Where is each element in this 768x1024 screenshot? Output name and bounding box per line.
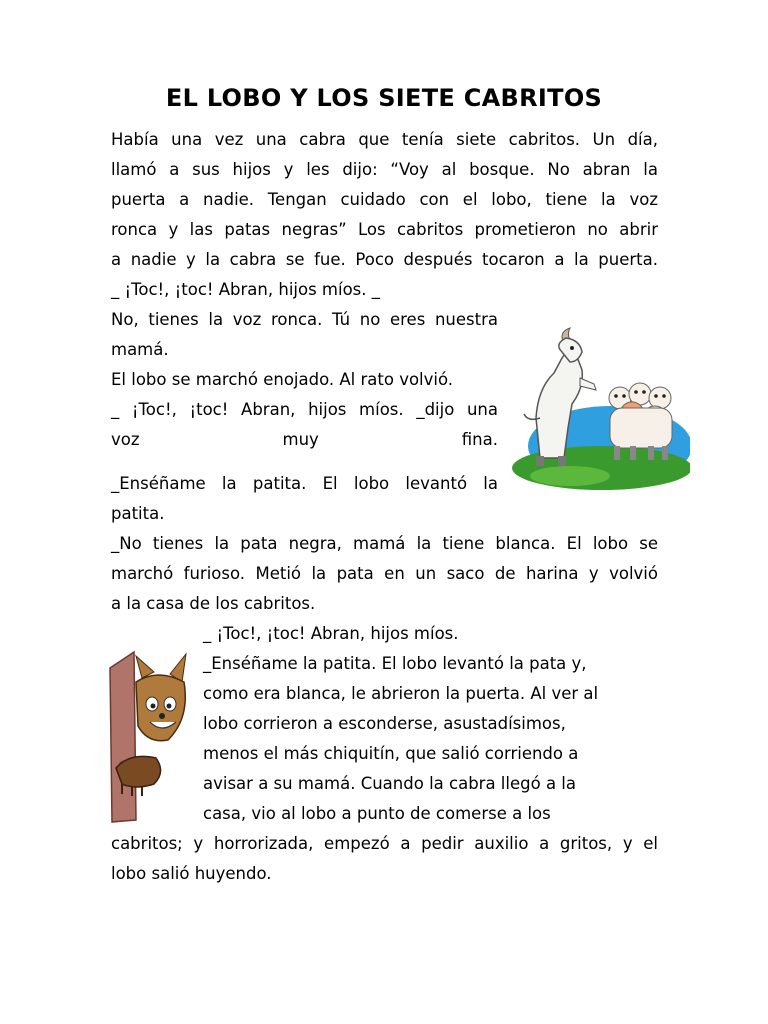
paragraph-line: Había una vez una cabra que tenía siete cabritos. Un día, xyxy=(111,130,658,149)
paragraph-line: llamó a sus hijos y les dijo: “Voy al bosque. No abran la xyxy=(111,160,658,179)
paragraph-line: a la casa de los cabritos. xyxy=(111,594,316,613)
paragraph-line: casa, vio al lobo a punto de comerse a los xyxy=(203,804,551,823)
door xyxy=(110,652,136,822)
dialogue-line: _ ¡Toc!, ¡toc! Abran, hijos míos. xyxy=(203,624,459,643)
paragraph-line: avisar a su mamá. Cuando la cabra llegó a la xyxy=(203,774,576,793)
wolf-head xyxy=(136,654,186,741)
dialogue-line: _Enséñame la patita. El lobo levantó la pata y, xyxy=(203,654,587,673)
paragraph-line: cabritos; y horrorizada, empezó a pedir auxilio a gritos, y el xyxy=(111,834,658,853)
goat-kids xyxy=(609,383,672,460)
paragraph-line: a nadie y la cabra se fue. Poco después tocaron a la puerta. xyxy=(111,250,658,269)
goat-and-kids-illustration xyxy=(510,318,690,498)
paragraph-line: ronca y las patas negras” Los cabritos prometieron no abrir xyxy=(111,220,658,239)
dialogue-line: _Enséñame la patita. El lobo levantó la xyxy=(111,474,498,493)
dialogue-line: _ ¡Toc!, ¡toc! Abran, hijos míos. _dijo una xyxy=(111,400,498,419)
paragraph-line: puerta a nadie. Tengan cuidado con el lobo, tiene la voz xyxy=(111,190,658,209)
dialogue-line: voz muy fina. xyxy=(111,430,498,449)
dialogue-line: _ ¡Toc!, ¡toc! Abran, hijos míos. _ xyxy=(111,280,381,299)
paragraph-line: El lobo se marchó enojado. Al rato volvió. xyxy=(111,370,454,389)
dialogue-line: patita. xyxy=(111,504,165,523)
paragraph-line: lobo corrieron a esconderse, asustadísimos, xyxy=(203,714,566,733)
dialogue-line: _No tienes la pata negra, mamá la tiene blanca. El lobo se xyxy=(111,534,658,553)
page-title: EL LOBO Y LOS SIETE CABRITOS xyxy=(165,84,603,112)
paragraph-line: lobo salió huyendo. xyxy=(111,864,272,883)
paragraph-line: como era blanca, le abrieron la puerta. Al ver al xyxy=(203,684,599,703)
paragraph-line: marchó furioso. Metió la pata en un saco de harina y volvió xyxy=(111,564,658,583)
dialogue-line: mamá. xyxy=(111,340,169,359)
wolf-at-door-illustration xyxy=(108,648,192,824)
wolf-paw xyxy=(116,756,161,796)
dialogue-line: No, tienes la voz ronca. Tú no eres nuestra xyxy=(111,310,498,329)
paragraph-line: menos el más chiquitín, que salió corriendo a xyxy=(203,744,579,763)
